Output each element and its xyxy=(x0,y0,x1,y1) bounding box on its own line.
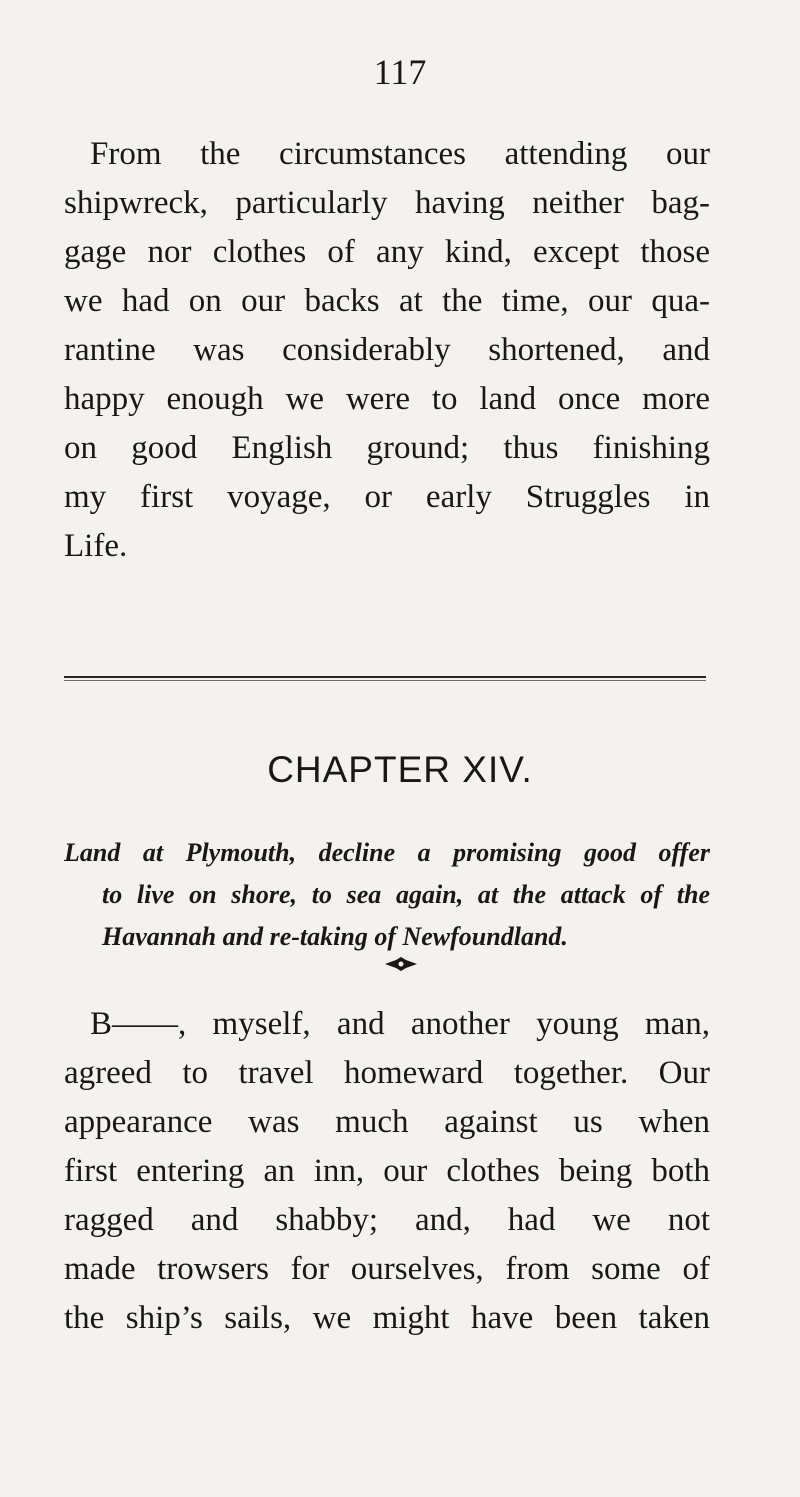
text-line: rantine was considerably shortened, and xyxy=(64,332,710,368)
section-divider xyxy=(64,676,706,678)
text-line: shipwreck, particularly having neither bag- xyxy=(64,185,710,221)
text-line: From the circumstances attending our xyxy=(90,136,710,172)
text-line: B——, myself, and another young man, xyxy=(90,1006,710,1042)
text-line: happy enough we were to land once more xyxy=(64,381,710,417)
text-line: my first voyage, or early Struggles in xyxy=(64,479,710,515)
text-line: we had on our backs at the time, our qua- xyxy=(64,283,710,319)
text-line: the ship’s sails, we might have been taken xyxy=(64,1300,710,1336)
text-line: Life. xyxy=(64,528,128,564)
paragraph-1 xyxy=(64,130,710,571)
chapter-title: CHAPTER XIV. xyxy=(267,749,533,790)
text-line: ragged and shabby; and, had we not xyxy=(64,1202,710,1238)
text-line: on good English ground; thus finishing xyxy=(64,430,710,466)
synopsis-line: to live on shore, to sea again, at the attack of the xyxy=(102,880,710,909)
text-line: gage nor clothes of any kind, except those xyxy=(64,234,710,270)
section-divider-thin xyxy=(64,680,706,681)
chapter-synopsis xyxy=(64,832,710,958)
synopsis-line: Havannah and re-taking of Newfoundland. xyxy=(102,922,568,951)
text-line: appearance was much against us when xyxy=(64,1104,710,1140)
text-line: first entering an inn, our clothes being both xyxy=(64,1153,710,1189)
synopsis-line: Land at Plymouth, decline a promising good offer xyxy=(64,838,710,867)
text-line: made trowsers for ourselves, from some of xyxy=(64,1251,710,1287)
page-number: 117 xyxy=(373,52,427,92)
paragraph-2 xyxy=(64,1000,710,1343)
text-line: agreed to travel homeward together. Our xyxy=(64,1055,710,1091)
fleuron-ornament-icon xyxy=(384,957,418,971)
